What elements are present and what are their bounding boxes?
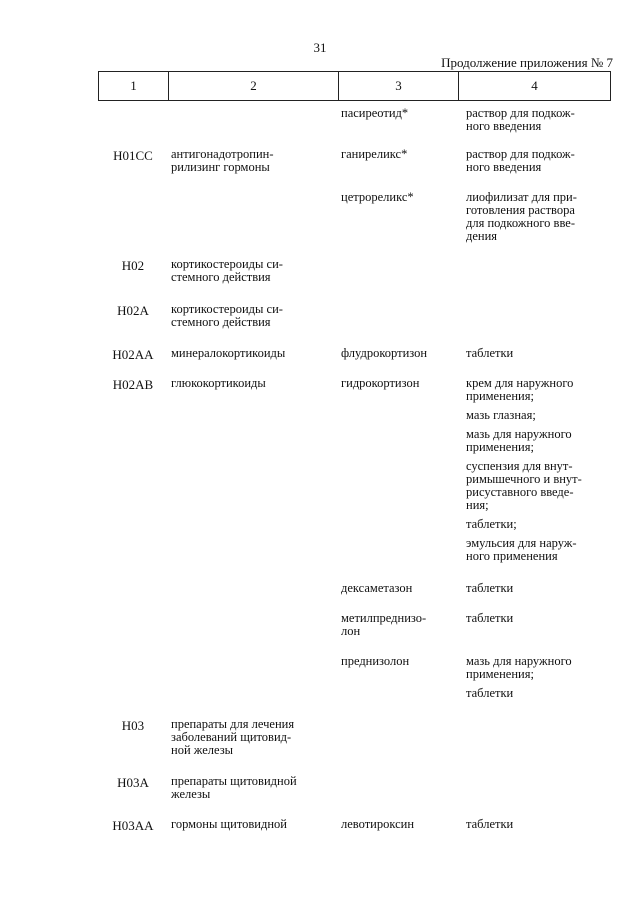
dosage-form: мазь для наружного применения; [466,427,572,454]
dosage-form: таблетки [466,817,514,831]
cell-code: H02 [121,258,145,273]
cell-code [98,582,168,595]
header-col-3: 3 [339,72,459,101]
cell-group: кортикостероиды си- стемного действия [171,257,283,284]
cell-drug: преднизолон [341,654,410,668]
table-header [98,71,611,101]
cell-drug: метилпреднизо- лон [341,611,427,638]
cell-forms [462,303,614,329]
cell-drug: левотироксин [341,817,415,831]
dosage-form: таблетки [466,581,514,595]
table-row [98,718,614,757]
table-row [98,612,614,638]
table-row [98,377,614,563]
dosage-form: лиофилизат для при- готовления раствора для подкожного вве- дения [466,190,577,243]
cell-code: H02AB [112,377,154,392]
table-row [98,775,614,801]
cell-group: гормоны щитовидной [171,817,287,831]
cell-group: препараты щитовидной железы [171,774,297,801]
table-row [98,655,614,700]
table-row [98,191,614,243]
cell-group: антигонадотропин- рилизинг гормоны [171,147,274,174]
cell-group [168,582,338,595]
cell-drug [338,775,462,801]
cell-forms [462,377,614,563]
page-number: 31 [313,40,327,55]
table-row [98,582,614,595]
cell-forms [462,655,614,700]
cell-code [98,107,168,133]
cell-group [168,107,338,133]
dosage-form: мазь для наружного применения; [466,654,572,681]
cell-drug: флудрокортизон [341,346,428,360]
cell-drug: дексаметазон [341,581,413,595]
cell-group: кортикостероиды си- стемного действия [171,302,283,329]
cell-forms [462,148,614,174]
dosage-form: раствор для подкож- ного введения [466,147,575,174]
cell-drug: пасиреотид* [341,106,409,120]
cell-code: H03A [117,775,149,790]
table-row [98,347,614,363]
table-row [98,303,614,329]
cell-group: глюкокортикоиды [171,376,266,390]
cell-code [98,191,168,243]
cell-code: H01CC [113,148,153,163]
cell-group [168,612,338,638]
cell-forms [462,582,614,595]
cell-drug: ганиреликс* [341,147,408,161]
cell-forms [462,107,614,133]
cell-code [98,612,168,638]
dosage-form: суспензия для внут- римышечного и внут- рисуставного введе- ния; [466,459,582,512]
cell-code: H02A [117,303,149,318]
header-col-4: 4 [459,72,611,101]
cell-code: H02AA [112,347,154,362]
table-row [98,107,614,133]
table-row [98,148,614,174]
dosage-form: таблетки [466,346,514,360]
cell-group [168,191,338,243]
dosage-form: таблетки; [466,517,517,531]
cell-group [168,655,338,700]
header-col-1: 1 [99,72,169,101]
cell-forms [462,775,614,801]
table-row [98,818,614,834]
dosage-form: таблетки [466,611,514,625]
dosage-form: мазь глазная; [466,408,536,422]
cell-forms [462,612,614,638]
dosage-form: таблетки [466,686,514,700]
cell-drug [338,718,462,757]
dosage-form: эмульсия для наруж- ного применения [466,536,577,563]
cell-group: препараты для лечения заболеваний щитовид- ной железы [171,717,295,757]
cell-forms [462,258,614,284]
cell-code [98,655,168,700]
cell-forms [462,818,614,834]
cell-drug [338,303,462,329]
dosage-form: раствор для подкож- ного введения [466,106,575,133]
cell-drug: цетрореликс* [341,190,414,204]
table-row [98,258,614,284]
dosage-form: крем для наружного применения; [466,376,574,403]
cell-drug [338,258,462,284]
cell-code: H03 [121,718,145,733]
cell-group: минералокортикоиды [171,346,286,360]
cell-forms [462,191,614,243]
continuation-note: Продолжение приложения № 7 [441,55,613,70]
cell-forms [462,718,614,757]
cell-forms [462,347,614,363]
cell-code: H03AA [112,818,154,833]
header-col-2: 2 [169,72,339,101]
cell-drug: гидрокортизон [341,376,420,390]
